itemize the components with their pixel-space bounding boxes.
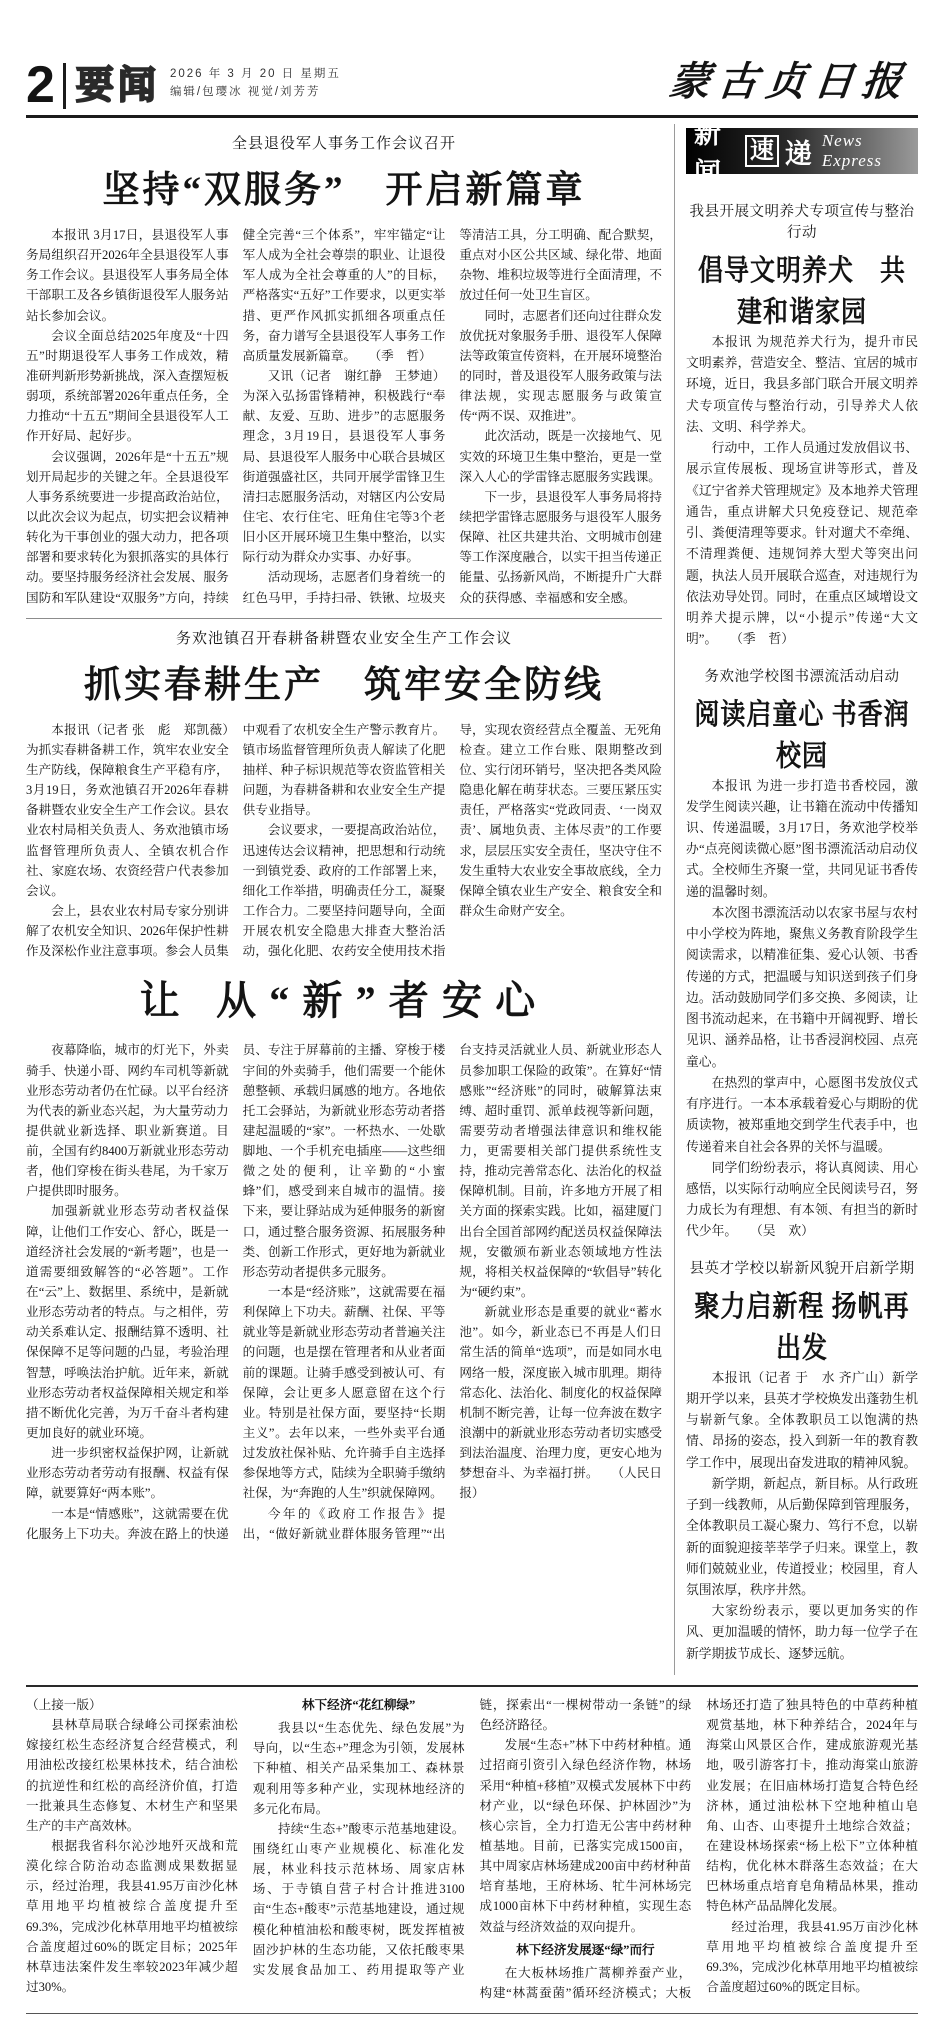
paragraph: （上接一版） <box>26 1697 102 1712</box>
article-spring-kicker: 务欢池镇召开春耕备耕暨农业安全生产工作会议 <box>175 629 512 647</box>
paragraph: 下一步，县退役军人事务局将持续把学雷锋志愿服务与退役军人服务保障、社区共建共治、文明城市创建等工作深度融合，以实干担当传递正能量、弘扬新风尚，不断提升广大群众的获得感、幸福感和安全感。 <box>459 489 662 605</box>
paragraph: 本报讯 为规范养犬行为，提升市民文明素养，营造安全、整洁、宜居的城市环境，近日，我县多部门联合开展文明养犬专项宣传与整治行动，引导养犬人依法、文明、科学养犬。 <box>686 335 918 434</box>
date-editor-block <box>170 66 341 106</box>
main-content <box>26 119 918 1675</box>
article-books-body <box>686 776 918 1243</box>
header-divider-bar <box>63 63 66 109</box>
article-veterans <box>26 132 662 608</box>
article-dogs <box>686 200 918 651</box>
article-new-workers <box>26 969 662 1544</box>
paragraph: 会上，县农业农村局专家分别讲解了农机安全知识、2026年保护性耕作及深松作业注意事项。参会人员集中观看了农机安全生产警示教育片。镇市场监督管理所负责人解读了化肥抽样、种子标识规范等农资监管相关问题，为春耕备耕和农业安全生产提供专业指导。 <box>26 722 446 959</box>
paragraph: 一本是“经济账”，这就需要在福利保障上下功夫。薪酬、社保、平等就业等是新就业形态劳动者普遍关注的问题，也是摆在管理者和从业者面前的课题。让骑手感受到被认可、有保障，会让更多人愿意留在这个行业。特别是社保方面，要坚持“长期主义”。去年以来，一些外卖平台通过发放社保补贴、允许骑手自主选择参保地等方式，陆续为全职骑手缴纳社保，为“奔跑的人生”织就保障网。 <box>242 1285 446 1501</box>
date-line: 2026 年 3 月 20 日 星期五 <box>169 67 341 80</box>
article-new-workers-body <box>26 1040 662 1544</box>
paragraph: 一本是“情感账”，这就需要在优化服务上下功夫。奔波在路上的快递员、专注于屏幕前的主播、穿梭于楼宇间的外卖骑手，他们需要一个能休憩整顿、承载归属感的地方。各地依托工会驿站，为新就业形态劳动者搭建起温暖的“家”。一杯热水、一处歇脚地、一个手机充电插座——这些细微之处的便利，让辛勤的“小蜜蜂”们，感受到来自城市的温情。接下来，要让驿站成为延伸服务的新窗口，通过整合服务资源、拓展服务种类、创新工作形式，更好地为新就业形态劳动者提供多元服务。 <box>26 1043 446 1541</box>
continuation-section <box>26 1685 918 2014</box>
paragraph: 新就业形态是重要的就业“蓄水池”。如今，新业态已不再是人们日常生活的简单“选项”，而是如同水电网络一般，深度嵌入城市肌理。期待常态化、法治化、制度化的权益保障机制不断完善，让每一位奔波在数字浪潮中的新就业形态劳动者切实感受到法治温度、治理力度，更安心地为梦想奋斗、为幸福打拼。 （人民日报） <box>459 1305 662 1501</box>
section-divider <box>26 618 662 619</box>
paragraph: 在热烈的掌声中，心愿图书发放仪式有序进行。一本本承载着爱心与期盼的优质读物，被郑重地交到学生代表手中，也传递着来自社会各界的关怀与温暖。 <box>686 1075 918 1154</box>
editor-line: 编辑/包璎冰 视觉/刘芳芳 <box>169 85 321 98</box>
sub-headline: 林下经济“花红柳绿” <box>301 1697 416 1712</box>
news-express-banner <box>686 119 918 188</box>
article-books-headline: 阅读启童心 书香润校园 <box>694 699 910 773</box>
paragraph: 会议要求，一要提高政治站位，迅速传达会议精神，把思想和行动统一到镇党委、政府的工作部署上来，细化工作举措，明确责任分工，凝聚工作合力。二要坚持问题导向，全面开展农机安全隐患大排查大整治活动，强化化肥、农药安全使用技术指导，实现农资经营点全覆盖、无死角检查。建立工作台账、限期整改到位、实行闭环销号，坚决把各类风险隐患化解在萌芽状态。三要压紧压实责任，严格落实“党政同责、‘一岗双责’、属地负责、主体尽责”的工作要求，层层压实安全责任，坚决守住不发生重特大农业安全事故底线，全力保障全镇农业生产安全、粮食安全和群众生命财产安全。 <box>242 722 662 959</box>
section-title: 要闻 <box>75 64 160 107</box>
paragraph: 会议强调，2026年是“十五五”规划开局起步的关键之年。全县退役军人事务系统要进一步提高政治站位，以此次会议为起点，切实把会议精神转化为干事创业的强大动力，把各项部署和要求转化为狠抓落实的具体行动。要坚持服务经济社会发展、服务国防和军队建设“双服务”方向，持续健全完善“三个体系”，牢牢锚定“让军人成为全社会尊崇的职业、让退役军人成为全社会尊重的人”的目标，严格落实“五好”工作要求，以更实举措、更严作风抓实抓细各项重点任务，奋力谱写全县退役军人事务工作高质量发展新篇章。 （季 哲） <box>26 228 446 605</box>
newspaper-masthead: 蒙古贞日报 <box>667 59 913 104</box>
article-dogs-kicker: 我县开展文明养犬专项宣传与整治行动 <box>689 204 915 241</box>
paragraph: 本报讯 3月17日，县退役军人事务局组织召开2026年全县退役军人事务工作会议。县退役军人事务局全体干部职工及各乡镇街退役军人服务站站长参加会议。 <box>26 228 229 323</box>
article-dogs-body <box>686 332 918 651</box>
paragraph: 活动现场，志愿者们身着统一的红色马甲，手持扫帚、铁锹、垃圾夹等清洁工具，分工明确、配合默契，重点对小区公共区域、绿化带、地面杂物、堆积垃圾等进行全面清理，不放过任何一处卫生盲区。 <box>242 228 662 605</box>
paragraph: 同时，志愿者们还向过往群众发放优抚对象服务手册、退役军人保障法等政策宣传资料，在开展环境整治的同时，普及退役军人服务政策与法律法规，实现志愿服务与政策宣传“两不误、双推进”。 <box>459 308 662 424</box>
right-column-area <box>674 119 918 1675</box>
article-veterans-body <box>26 225 662 608</box>
article-veterans-headline: 坚持“双服务” 开启新篇章 <box>102 170 586 211</box>
paragraph: 本报讯（记者 张 彪 郑凯薇）为抓实春耕备耕工作，筑牢农业安全生产防线，保障粮食生产平稳有序，3月19日，务欢池镇召开2026年春耕备耕暨农业安全生产工作会议。县农业农村局相关负责人、务欢池镇市场监督管理所负责人、全镇农机合作社、家庭农场、农资经营户代表参加会议。 <box>26 722 229 898</box>
article-school-kicker: 县英才学校以崭新风貌开启新学期 <box>689 1260 915 1277</box>
banner-en-text: News Express <box>821 131 883 170</box>
article-spring-headline: 抓实春耕生产 筑牢安全防线 <box>84 664 604 706</box>
page-number: 2 <box>26 56 53 115</box>
paragraph: 新学期，新起点，新目标。从行政班子到一线教师，从后勤保障到管理服务，全体教职员工凝心聚力、笃行不怠，以崭新的面貌迎接莘莘学子归来。课堂上，教师们兢兢业业，传道授业；校园里，育人氛围浓厚，秩序井然。 <box>686 1476 918 1598</box>
paragraph: 县林草局联合绿峰公司探索油松嫁接红松生态经济复合经营模式，利用油松改接红松果林技术，结合油松的抗逆性和红松的高经济价值，打造一批兼具生态修复、木材生产和坚果生产的丰产高效林。 <box>26 1718 238 1833</box>
continuation-body <box>26 1695 918 2003</box>
paragraph: 本报讯（记者 于 水 齐广山）新学期开学以来，县英才学校焕发出蓬勃生机与崭新气象。全体教职员工以饱满的热情、昂扬的姿态，投入到新一年的教育教学工作中，展现出奋发进取的精神风貌。 <box>686 1370 918 1470</box>
article-spring <box>26 627 662 962</box>
article-new-workers-headline: 让 从“新”者安心 <box>139 978 549 1024</box>
paragraph: 夜幕降临，城市的灯光下，外卖骑手、快递小哥、网约车司机等新就业形态劳动者仍在忙碌。以平台经济为代表的新业态兴起，为大量劳动力提供就业新选择、职业新赛道。目前，全国有约8400万新就业形态劳动者，他们穿梭在街头巷尾，为千家万户提供即时服务。 <box>26 1043 229 1199</box>
banner-boxed-char: 速 <box>745 135 779 167</box>
article-school-headline: 聚力启新程 扬帆再出发 <box>694 1291 910 1365</box>
banner-cn-text2: 递 <box>784 138 812 169</box>
paragraph: 行动中，工作人员通过发放倡议书、展示宣传展板、现场宣讲等形式，普及《辽宁省养犬管理规定》及本地养犬管理通告，重点讲解犬只免疫登记、规范牵引、粪便清理等要求。针对遛犬不牵绳、不清理粪便、违规饲养大型犬等突出问题，执法人员开展联合巡查，对违规行为依法劝导处罚。同时，在重点区域增设文明养犬提示牌，以“小提示”传递“大文明”。 （季 哲） <box>686 441 918 647</box>
article-school-body <box>686 1368 918 1665</box>
paragraph: 经过治理，我县41.95万亩沙化林草用地平均植被综合盖度提升至69.3%，完成沙化林草用地平均植被综合盖度超过60%的既定目标。 <box>706 1919 918 1994</box>
paragraph: 今年的《政府工作报告》提出，“做好新就业群体服务管理”“出台支持灵活就业人员、新就业形态人员参加职工保险的政策”。在算好“情感账”“经济账”的同时，破解算法束缚、超时重罚、派单歧视等新问题，需要劳动者增强法律意识和维权能力，更需要相关部门提供系统性支持，推动完善常态化、法治化的权益保障机制。目前，许多地方开展了相关方面的探索实践。比如，福建厦门出台全国首部网约配送员权益保障法规，安徽颁布新业态领域地方性法规，将相关权益保障的“软倡导”转化为“硬约束”。 <box>242 1043 662 1541</box>
paragraph: 此次活动，既是一次接地气、见实效的环境卫生集中整治，更是一堂深入人心的学雷锋志愿服务实践课。 <box>459 429 662 484</box>
article-spring-body <box>26 720 662 962</box>
paragraph: 本报讯 为进一步打造书香校园，激发学生阅读兴趣，让书籍在流动中传播知识、传递温暖，3月17日，务欢池学校举办“点亮阅读微心愿”图书漂流活动启动仪式。全校师生齐聚一堂，共同见证书香传递的温馨时刻。 <box>686 778 918 899</box>
paragraph: 在大板林场推广蒿柳养蚕产业，构建“林蒿蚕菌”循环经济模式；大板林场还打造了独具特色的中草药种植观赏基地，林下种养结合，2024年与海棠山风景区合作，建成旅游观光基地，吸引游客打卡，推动海棠山旅游业发展；在旧庙林场打造复合特色经济林，通过油松林下空地种植山皂角、山杏、山枣提升土地综合效益；在建设林场探索“杨上松下”立体种植结构，优化林木群落生态效益；在大巴林场重点培育皂角精品林果，推动特色林产品品牌化发展。 <box>479 1697 918 2000</box>
paragraph: 加强新就业形态劳动者权益保障，让他们工作安心、舒心，既是一道经济社会发展的“新考题”，也是一道需要细致解答的“必答题”。工作在“云”上、数据里、系统中，是新就业形态劳动者的特点。与之相伴，劳动关系难认定、报酬结算不透明、社保保障不足等问题的凸显，考验治理智慧，呼唤法治护航。近年来，新就业形态劳动者权益保障相关规定和举措不断优化完善，为万千奋斗者构建更加良好的就业环境。 <box>26 1204 229 1441</box>
page-header <box>26 50 918 118</box>
paragraph: 根据我省科尔沁沙地歼灭战和荒漠化综合防治动态监测成果数据显示，经过治理，我县41.95万亩沙化林草用地平均植被综合盖度提升至69.3%，完成沙化林草用地平均植被综合盖度超过60%的既定目标；2025年林草违法案件发生率较2023年减少超过30%。 <box>26 1838 238 1994</box>
article-dogs-headline: 倡导文明养犬 共建和谐家园 <box>697 256 906 329</box>
paragraph: 持续“生态+”酸枣示范基地建设。围绕红山枣产业规模化、标准化发展，林业科技示范林场、周家店林场、于寺镇自营子村合计推进3100亩“生态+酸枣”示范基地建设，通过规模化种植油松和酸枣树，既发挥植被固沙护林的生态功能，又依托酸枣果实发展食品加工、药用提取等产业链，探索出“一棵树带动一条链”的绿色经济路径。 <box>252 1697 692 1977</box>
paragraph: 同学们纷纷表示，将认真阅读、用心感悟，以实际行动响应全民阅读号召，努力成长为有理想、有本领、有担当的新时代少年。 （吴 欢） <box>686 1160 918 1239</box>
left-column-area <box>26 124 674 1675</box>
paragraph: 本次图书漂流活动以农家书屋与农村中小学校为阵地，聚焦义务教育阶段学生阅读需求，以精准征集、爱心认领、书香传递的方式，把温暖与知识送到孩子们身边。活动鼓励同学们多交换、多阅读，让图书流动起来，在书籍中开阔视野、增长见识、涵养品格，让书香浸润校园、点亮童心。 <box>686 905 918 1069</box>
paragraph: 发展“生态+”林下中药材种植。通过招商引资引入绿色经济作物，林场采用“种植+移植”双模式发展林下中药材产业，以“绿色环保、护林固沙”为核心宗旨，全力打造无公害中药材种植基地。目前，已落实完成1500亩，其中周家店林场建成200亩中药材种苗培育基地，王府林场、牤牛河林场完成1000亩林下中药材种植，实现生态效益与经济效益的双向提升。 <box>479 1738 692 1934</box>
article-books <box>686 665 918 1243</box>
article-school <box>686 1257 918 1665</box>
paragraph: 我县以“生态优先、绿色发展”为导向，以“生态+”理念为引领，发展林下种植、相关产品采集加工、森林景观利用等多种产业，实现林地经济的多元化布局。 <box>252 1721 465 1816</box>
paragraph: 大家纷纷表示，要以更加务实的作风、更加温暖的情怀，助力每一位学子在新学期拔节成长、逐梦远航。 <box>686 1604 918 1661</box>
paragraph: 会议全面总结2025年度及“十四五”时期退役军人事务工作成效，精准研判新形势新挑战，深入查摆短板弱项，系统部署2026年重点任务，全力推动“十五五”期间全县退役军人工作开好局、起好步。 <box>26 328 229 444</box>
paragraph: 进一步织密权益保护网，让新就业形态劳动者劳动有报酬、权益有保障，就要算好“两本账”。 <box>26 1446 229 1501</box>
sub-headline: 林下经济发展逐“绿”而行 <box>516 1942 655 1957</box>
paragraph: 又讯（记者 谢红静 王梦迪）为深入弘扬雷锋精神，积极践行“奉献、友爱、互助、进步”的志愿服务理念，3月19日，县退役军人事务局、县退役军人服务中心联合县城区街道强盛社区，共同开展学雷锋卫生清扫志愿服务活动，对辖区内公安局住宅、农行住宅、旺角住宅等3个老旧小区开展环境卫生集中整治，以实际行动为群众办实事、办好事。 <box>242 368 446 565</box>
banner-cn-text: 新闻 <box>694 119 721 188</box>
article-veterans-kicker: 全县退役军人事务工作会议召开 <box>231 135 456 152</box>
article-books-kicker: 务欢池学校图书漂流活动启动 <box>704 668 900 685</box>
